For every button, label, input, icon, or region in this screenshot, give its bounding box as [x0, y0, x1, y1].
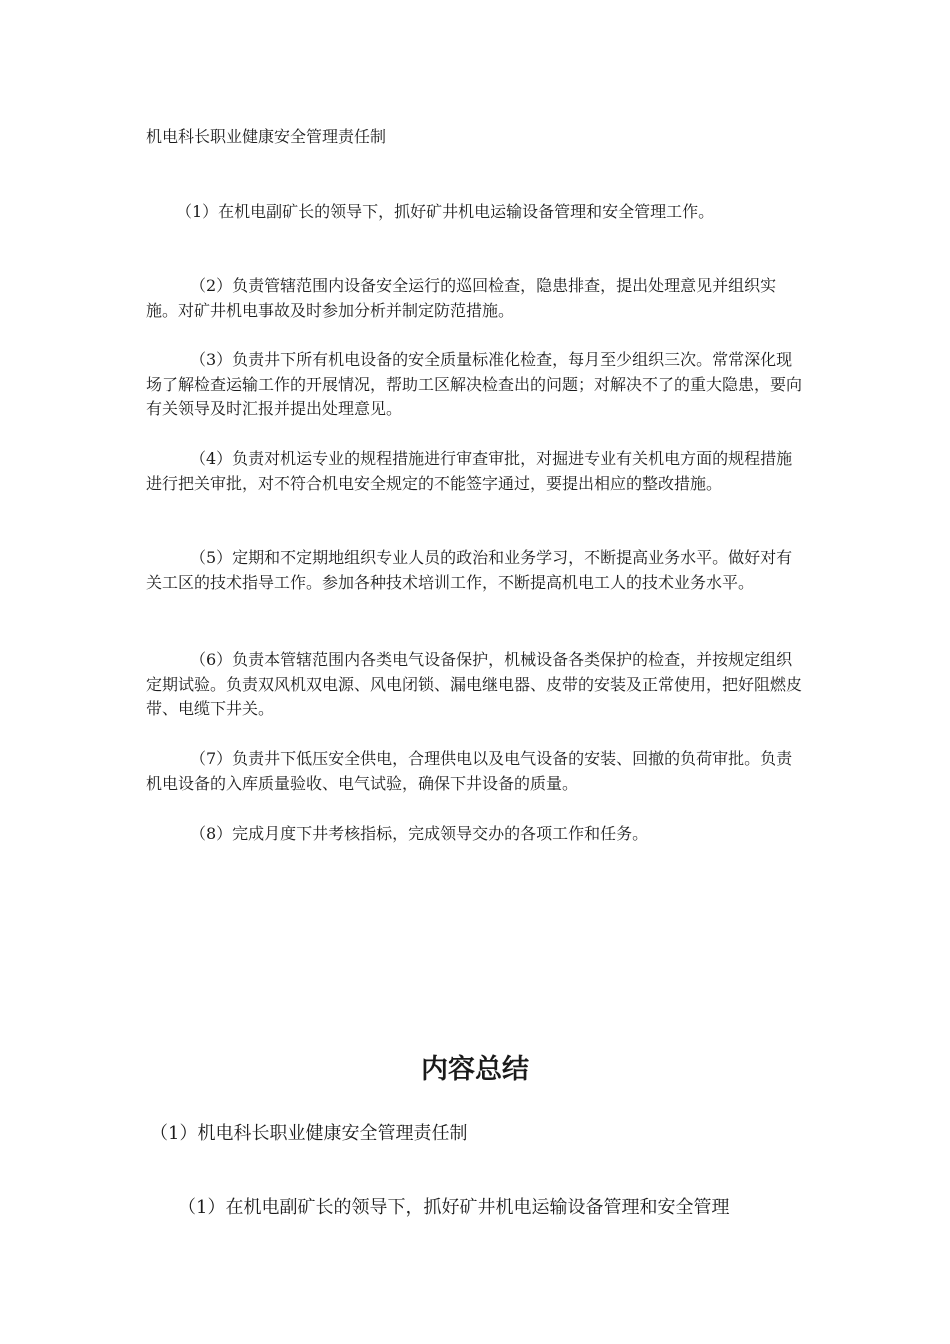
paragraph-3: （3）负责井下所有机电设备的安全质量标准化检查，每月至少组织三次。常常深化现场了解检查运输工作的开展情况，帮助工区解决检查出的问题；对解决不了的重大隐患，要向有关领导及时汇报并提出处理意见。: [146, 350, 803, 418]
paragraph-6: （6）负责本管辖范围内各类电气设备保护，机械设备各类保护的检查，并按规定组织定期试验。负责双风机双电源、风电闭锁、漏电继电器、皮带的安装及正常使用，把好阻燃皮带、电缆下井关。: [146, 650, 803, 718]
paragraph-2: （2）负责管辖范围内设备安全运行的巡回检查，隐患排查，提出处理意见并组织实施。对矿井机电事故及时参加分析并制定防范措施。: [146, 276, 777, 320]
summary-heading: 内容总结: [421, 1054, 529, 1085]
paragraph-8: （8）完成月度下井考核指标，完成领导交办的各项工作和任务。: [190, 824, 649, 843]
paragraph-5: （5）定期和不定期地组织专业人员的政治和业务学习，不断提高业务水平。做好对有关工区的技术指导工作。参加各种技术培训工作，不断提高机电工人的技术业务水平。: [146, 548, 793, 592]
document-title: 机电科长职业健康安全管理责任制: [146, 127, 387, 146]
paragraph-4: （4）负责对机运专业的规程措施进行审查审批，对掘进专业有关机电方面的规程措施进行把关审批，对不符合机电安全规定的不能签字通过，要提出相应的整改措施。: [146, 449, 793, 493]
summary-item: （1）机电科长职业健康安全管理责任制: [150, 1123, 468, 1144]
summary-paragraph: （1）在机电副矿长的领导下，抓好矿井机电运输设备管理和安全管理: [178, 1197, 730, 1218]
paragraph-7: （7）负责井下低压安全供电，合理供电以及电气设备的安装、回撤的负荷审批。负责机电设备的入库质量验收、电气试验，确保下井设备的质量。: [146, 749, 793, 793]
paragraph-1: （1）在机电副矿长的领导下，抓好矿井机电运输设备管理和安全管理工作。: [176, 202, 715, 221]
